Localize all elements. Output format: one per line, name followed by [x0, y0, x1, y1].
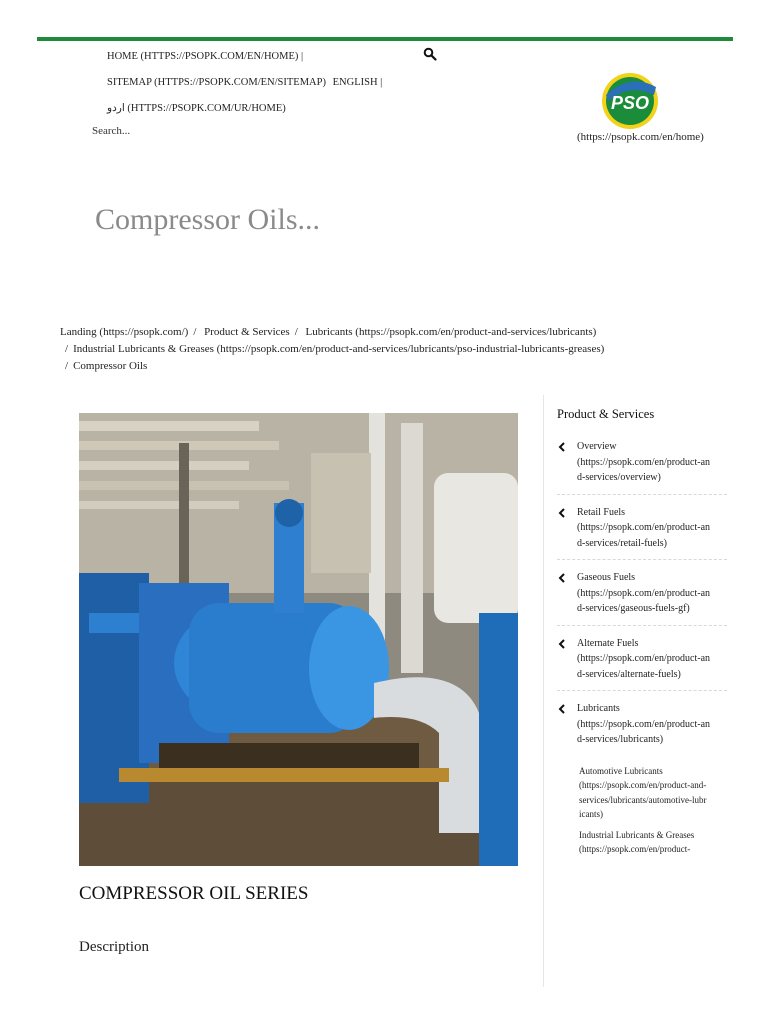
- breadcrumb-current: Compressor Oils: [73, 360, 148, 372]
- sidebar-list: [557, 437, 727, 863]
- nav-link-urdu[interactable]: اردو (HTTPS://PSOPK.COM/UR/HOME): [107, 103, 286, 114]
- sidebar-item-url: (https://psopk.com/en/product-and-services/lubricants): [577, 718, 711, 745]
- sidebar-item-gaseous-fuels[interactable]: [557, 568, 727, 626]
- chevron-left-icon: [557, 508, 567, 518]
- breadcrumb-separator: /: [193, 326, 197, 338]
- page-title: Compressor Oils...: [95, 203, 320, 236]
- search-icon[interactable]: [423, 47, 437, 61]
- breadcrumb-separator: /: [65, 343, 69, 355]
- chevron-left-icon: [557, 704, 567, 714]
- sidebar-item-url: (https://psopk.com/en/product-and-services/retail-fuels): [577, 522, 711, 549]
- series-title: COMPRESSOR OIL SERIES: [79, 883, 309, 904]
- compressor-photo: [79, 413, 518, 866]
- breadcrumb-separator: /: [294, 326, 298, 338]
- sidebar-item-label: Lubricants: [577, 703, 620, 714]
- sidebar-item-url: (https://psopk.com/en/product-and-services/gaseous-fuels-gf): [577, 587, 711, 614]
- description-heading: Description: [79, 939, 149, 955]
- chevron-left-icon: [557, 442, 567, 452]
- sidebar-item-lubricants[interactable]: [557, 699, 727, 756]
- chevron-left-icon: [557, 639, 567, 649]
- breadcrumb-landing[interactable]: Landing (https://psopk.com/): [60, 326, 189, 338]
- logo-text: PSO: [610, 93, 650, 113]
- top-accent-bar: [37, 37, 733, 41]
- sidebar-subitem-url: (https://psopk.com/en/product-: [579, 844, 691, 854]
- sidebar-item-label: Overview: [577, 441, 617, 452]
- sidebar: [543, 395, 734, 987]
- search-input[interactable]: Search...: [92, 125, 131, 137]
- sidebar-item-label: Alternate Fuels: [577, 637, 639, 649]
- sidebar-item-label: Retail Fuels: [577, 506, 626, 518]
- breadcrumb-product-services: Product & Services: [204, 326, 290, 338]
- nav-link-english[interactable]: ENGLISH |: [332, 77, 383, 88]
- nav-link-sitemap[interactable]: SITEMAP (HTTPS://PSOPK.COM/EN/SITEMAP): [107, 77, 326, 88]
- sidebar-item-url: (https://psopk.com/en/product-and-services/alternate-fuels): [577, 653, 711, 680]
- sidebar-subitem-label: Automotive Lubricants: [579, 765, 663, 776]
- top-navigation: [107, 44, 382, 122]
- breadcrumb: [60, 324, 700, 375]
- sidebar-item-alternate-fuels[interactable]: [557, 634, 727, 692]
- logo-link[interactable]: (https://psopk.com/en/home): [577, 131, 704, 143]
- sidebar-subitem-label: Industrial Lubricants & Greases: [579, 829, 695, 840]
- chevron-left-icon: [557, 573, 567, 583]
- sidebar-subitem-automotive-lubricants[interactable]: [557, 764, 727, 822]
- nav-link-home[interactable]: HOME (HTTPS://PSOPK.COM/EN/HOME) |: [107, 51, 304, 62]
- sidebar-item-label: Gaseous Fuels: [577, 572, 636, 583]
- pso-logo[interactable]: [598, 67, 662, 131]
- breadcrumb-lubricants[interactable]: Lubricants (https://psopk.com/en/product-and-services/lubricants): [305, 326, 597, 338]
- sidebar-item-url: (https://psopk.com/en/product-and-services/overview): [577, 456, 711, 483]
- sidebar-subitem-industrial-lubricants[interactable]: [557, 828, 727, 857]
- sidebar-item-overview[interactable]: [557, 437, 727, 495]
- sidebar-title: Product & Services: [557, 407, 655, 421]
- sidebar-subitem-url: (https://psopk.com/en/product-and-services/lubricants/automotive-lubricants): [579, 780, 707, 819]
- breadcrumb-industrial-lubricants[interactable]: Industrial Lubricants & Greases (https://psopk.com/en/product-and-services/lubricants/pso-industrial-lubricants-greases): [73, 343, 605, 355]
- sidebar-item-retail-fuels[interactable]: [557, 503, 727, 561]
- breadcrumb-separator: /: [65, 360, 69, 372]
